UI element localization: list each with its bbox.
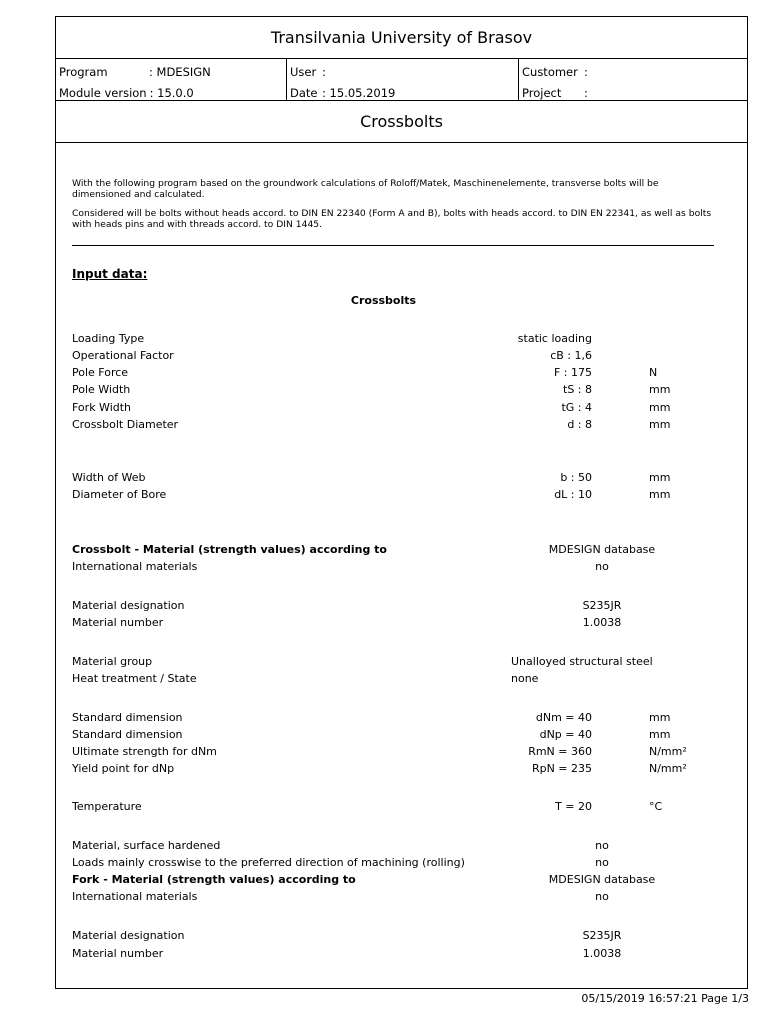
material-row [72,744,712,760]
input-value: d : 8 [567,418,592,431]
crossbolt-material-heading: Crossbolt - Material (strength values) according to [72,543,387,556]
input-row [72,417,712,433]
material-row [72,799,712,815]
intro-paragraph-1: With the following program based on the groundwork calculations of Roloff/Matek, Maschinenelemente, transverse bolts will be dimensioned and calculated. [72,178,659,200]
standard-dimension-unit: mm [649,728,671,741]
project-row [522,85,588,101]
document-title: Crossbolts [56,101,747,143]
input-row [72,487,712,503]
input-label: Pole Width [72,383,131,396]
heat-treatment-label: Heat treatment / State [72,672,197,685]
material-designation-value: S235JR [582,599,622,612]
material-row [72,946,712,962]
input-row [72,331,712,347]
material-group-value: Unalloyed structural steel [511,655,653,668]
crossbolt-material-source: MDESIGN database [548,543,656,556]
input-value: static loading [517,332,592,345]
input-data-heading: Input data: [72,267,148,281]
material-row [72,855,712,871]
input-unit: mm [649,383,671,396]
fork-material-heading-row [72,872,712,888]
material-row [72,598,712,614]
ultimate-strength-label: Ultimate strength for dNm [72,745,217,758]
material-row [72,727,712,743]
material-number-value: 1.0038 [582,616,622,629]
fork-material-number-label: Material number [72,947,164,960]
crossbolts-subtitle: Crossbolts [350,294,417,307]
info-cell-customer [519,59,749,100]
input-label: Loading Type [72,332,145,345]
standard-dimension-label: Standard dimension [72,711,183,724]
date-value: : 15.05.2019 [322,86,396,100]
input-row [72,348,712,364]
info-cell-program [56,59,287,100]
customer-value: : [584,65,588,79]
surface-hardened-label: Material, surface hardened [72,839,221,852]
material-group-label: Material group [72,655,153,668]
info-cell-user [287,59,519,100]
surface-hardened-value: no [595,839,609,852]
input-unit: mm [649,401,671,414]
standard-dimension-label: Standard dimension [72,728,183,741]
program-value: : MDESIGN [149,65,211,79]
input-unit: mm [649,418,671,431]
input-value: b : 50 [560,471,592,484]
customer-label: Customer [522,65,578,79]
fork-material-heading: Fork - Material (strength values) according to [72,873,356,886]
date-row [290,85,395,101]
university-header: Transilvania University of Brasov [56,17,747,59]
material-row [72,654,712,670]
input-value: tG : 4 [561,401,592,414]
fork-material-designation-value: S235JR [582,929,622,942]
user-row [290,64,326,80]
loads-crosswise-value: no [595,856,609,869]
user-value: : [322,65,326,79]
info-grid [56,59,747,101]
fork-material-designation-label: Material designation [72,929,185,942]
intro-text [72,178,712,238]
input-label: Diameter of Bore [72,488,167,501]
input-value: F : 175 [553,366,592,379]
standard-dimension-value: dNp = 40 [539,728,592,741]
intl-materials-label: International materials [72,560,198,573]
temperature-label: Temperature [72,800,142,813]
material-designation-label: Material designation [72,599,185,612]
material-row [72,838,712,854]
input-row [72,365,712,381]
yield-point-unit: N/mm² [649,762,687,775]
material-row [72,559,712,575]
material-row [72,710,712,726]
intl-materials-value: no [595,560,609,573]
yield-point-label: Yield point for dNp [72,762,175,775]
input-row [72,382,712,398]
standard-dimension-value: dNm = 40 [535,711,592,724]
loads-crosswise-label: Loads mainly crosswise to the preferred direction of machining (rolling) [72,856,465,869]
fork-material-number-value: 1.0038 [582,947,622,960]
input-value: dL : 10 [554,488,592,501]
project-label: Project [522,86,562,100]
intro-paragraph-2: Considered will be bolts without heads accord. to DIN EN 22340 (Form A and B), bolts with heads accord. to DIN EN 22341, as well as bolts with heads pins and with threads accord. to DIN 1445. [72,208,712,230]
input-unit: N [649,366,658,379]
fork-material-source: MDESIGN database [548,873,656,886]
input-label: Pole Force [72,366,129,379]
fork-intl-materials-value: no [595,890,609,903]
input-row [72,400,712,416]
program-row [59,64,211,80]
heat-treatment-value: none [511,672,539,685]
material-row [72,928,712,944]
input-label: Crossbolt Diameter [72,418,179,431]
customer-row [522,64,588,80]
temperature-unit: °C [649,800,663,813]
input-row [72,470,712,486]
input-label: Operational Factor [72,349,174,362]
program-label: Program [59,65,108,79]
project-value: : [584,86,588,100]
module-label: Module version [59,86,147,100]
ultimate-strength-value: RmN = 360 [528,745,592,758]
input-label: Width of Web [72,471,146,484]
material-row [72,671,712,687]
material-row [72,889,712,905]
module-row [59,85,194,101]
temperature-value: T = 20 [555,800,592,813]
module-value: : 15.0.0 [149,86,194,100]
input-unit: mm [649,488,671,501]
material-row [72,615,712,631]
input-value: tS : 8 [563,383,592,396]
standard-dimension-unit: mm [649,711,671,724]
page-footer-stamp: 05/15/2019 16:57:21 Page 1/3 [581,992,749,1005]
material-number-label: Material number [72,616,164,629]
crossbolt-material-heading-row [72,542,712,558]
input-unit: mm [649,471,671,484]
date-label: Date [290,86,318,100]
yield-point-value: RpN = 235 [531,762,592,775]
report-frame [55,16,748,989]
material-row [72,761,712,777]
ultimate-strength-unit: N/mm² [649,745,687,758]
user-label: User [290,65,317,79]
input-label: Fork Width [72,401,132,414]
fork-intl-materials-label: International materials [72,890,198,903]
input-value: cB : 1,6 [550,349,592,362]
section-divider [72,245,714,246]
